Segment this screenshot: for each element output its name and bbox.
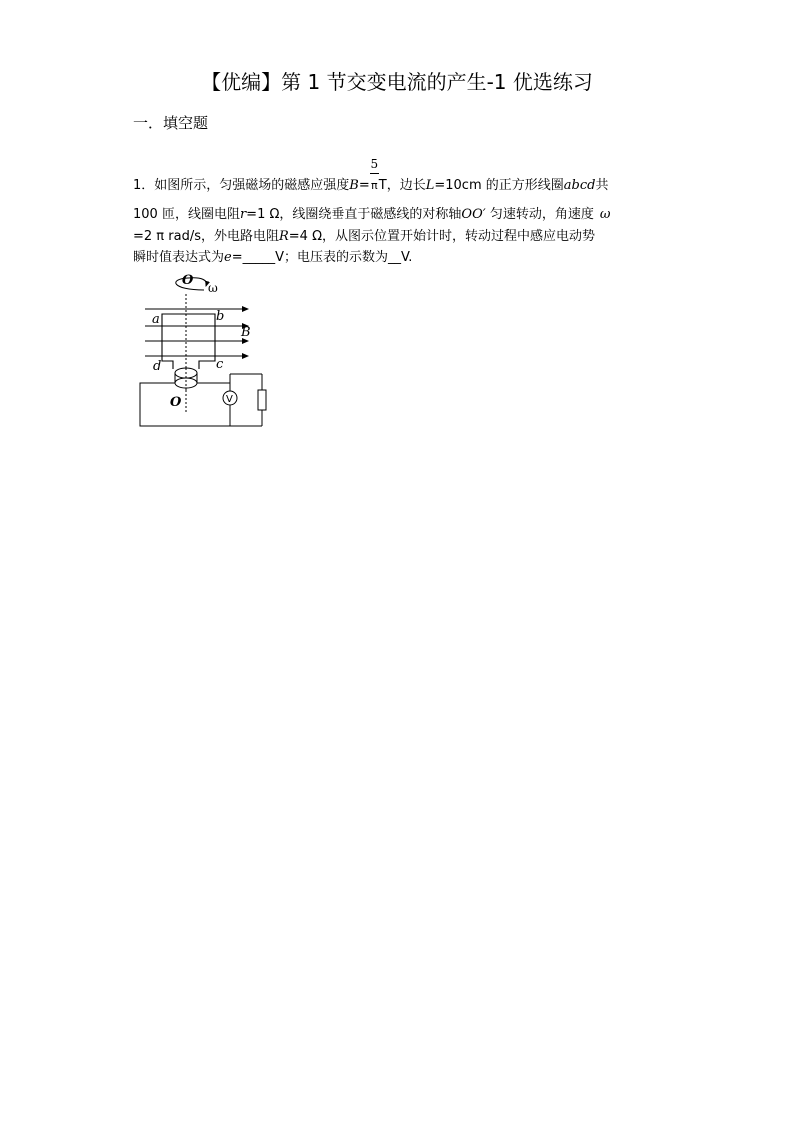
question-line-2	[133, 206, 610, 224]
question-text: 如图所示，匀强磁场的磁感应强度	[154, 178, 350, 193]
fraction-5-over-pi	[370, 157, 379, 195]
label-c: c	[216, 357, 224, 372]
generator-circuit-diagram	[130, 272, 275, 432]
label-O-bottom: O	[170, 395, 182, 410]
symbol-r: r	[239, 207, 247, 222]
symbol-abcd: abcd	[563, 178, 596, 193]
question-text: 共	[595, 178, 609, 193]
question-line-4	[133, 249, 412, 267]
circuit-svg	[130, 272, 275, 432]
resistor	[258, 390, 266, 410]
fraction-numerator: 5	[370, 157, 379, 171]
symbol-OO-prime: OO′	[461, 207, 486, 222]
label-d: d	[153, 359, 162, 374]
question-line-1	[133, 157, 609, 195]
label-V: V	[226, 394, 233, 405]
fraction-denominator: π	[370, 179, 378, 192]
question-text: =_____V；电压表的示数为__V.	[231, 250, 413, 265]
question-text: 100 匝，线圈电阻	[133, 207, 240, 222]
question-line-3	[133, 228, 595, 246]
question-text: 瞬时值表达式为	[133, 250, 225, 265]
question-text: =2 π rad/s，外电路电阻	[133, 229, 279, 244]
section-heading: 一．填空题	[133, 114, 209, 132]
symbol-B: B	[349, 178, 359, 193]
question-text: 匀速转动，角速度	[485, 207, 594, 222]
wire-left	[140, 383, 230, 426]
symbol-L: L	[425, 178, 435, 193]
label-omega: ω	[208, 281, 218, 295]
question-number: 1．	[133, 178, 155, 193]
label-O-top: O	[182, 273, 194, 288]
question-text: =1 Ω，线圈绕垂直于磁感线的对称轴	[246, 207, 462, 222]
page-title: 【优编】第 1 节交变电流的产生-1 优选练习	[201, 70, 593, 94]
label-B: B	[241, 325, 251, 340]
fraction-bar	[370, 173, 379, 174]
symbol-omega: ω	[599, 207, 611, 222]
symbol-e: e	[224, 250, 232, 265]
label-a: a	[152, 312, 160, 327]
label-b: b	[216, 309, 225, 324]
symbol-R: R	[278, 229, 289, 244]
slip-ring-lower	[175, 378, 197, 388]
question-text: T，边长	[378, 178, 426, 193]
question-text: =10cm 的正方形线圈	[434, 178, 564, 193]
question-text: =4 Ω，从图示位置开始计时，转动过程中感应电动势	[288, 229, 596, 244]
equals-sign: =	[358, 178, 370, 193]
